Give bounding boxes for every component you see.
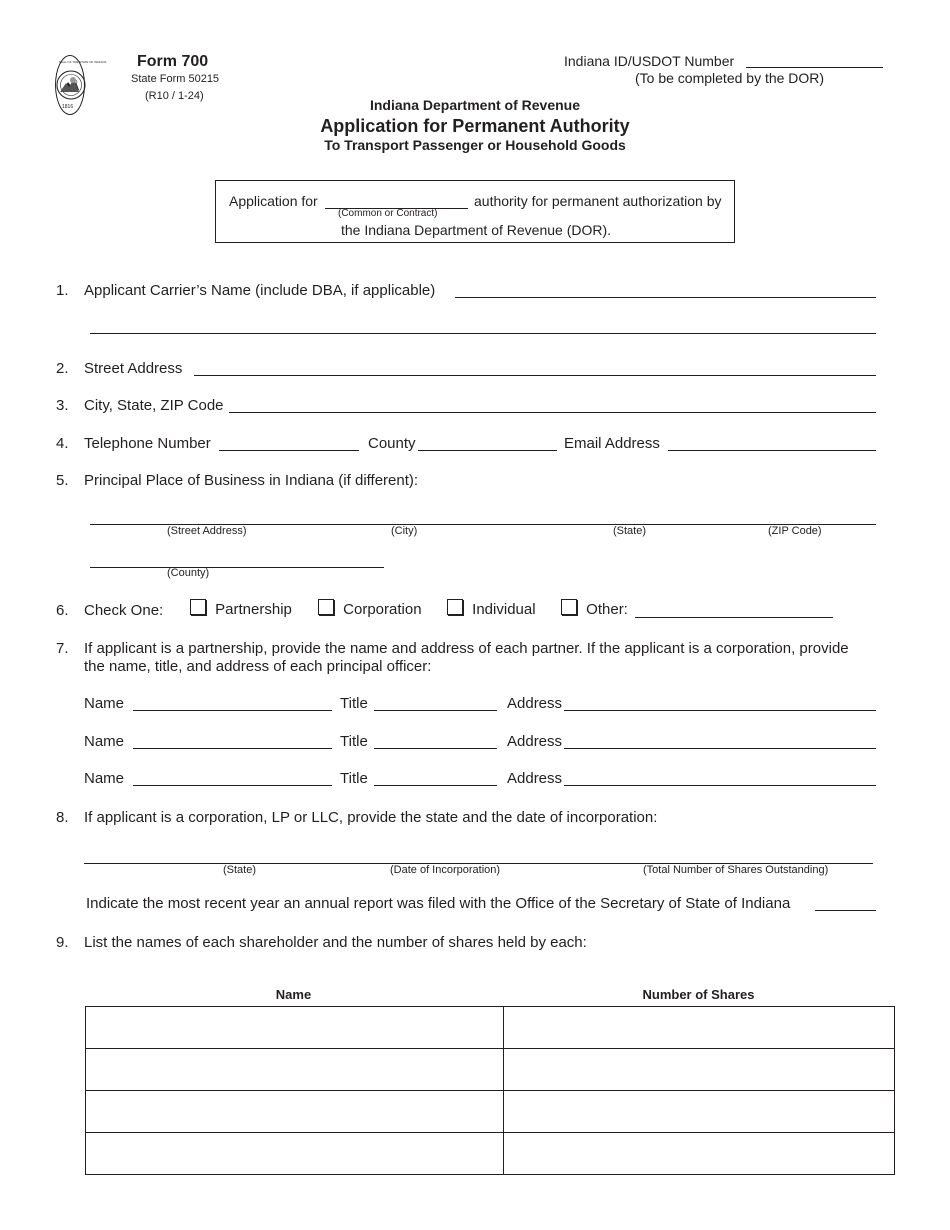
table-row	[86, 1049, 895, 1091]
q2-number: 2.	[56, 360, 69, 377]
shareholder-name-cell[interactable]	[86, 1049, 504, 1091]
q8-label: If applicant is a corporation, LP or LLC, provide the state and the date of incorporation:	[84, 809, 658, 826]
officer-1-title-label: Title	[340, 695, 368, 712]
q6-label: Check One:	[84, 602, 164, 619]
individual-label: Individual	[472, 601, 536, 618]
officer-3-title-label: Title	[340, 770, 368, 787]
shareholder-table	[85, 1006, 895, 1175]
shareholder-name-cell[interactable]	[86, 1007, 504, 1049]
q9-label: List the names of each shareholder and the number of shares held by each:	[84, 934, 587, 951]
annual-report-year-field[interactable]	[815, 910, 876, 911]
option-partnership[interactable]	[190, 599, 292, 618]
authority-prefix: Application for	[229, 193, 318, 209]
q7-line2: the name, title, and address of each principal officer:	[84, 658, 432, 675]
q9-number: 9.	[56, 934, 69, 951]
officer-3-address-field[interactable]	[564, 785, 876, 786]
state-form-number: State Form 50215	[131, 73, 220, 85]
shareholder-shares-cell[interactable]	[504, 1007, 895, 1049]
shareholder-name-cell[interactable]	[86, 1091, 504, 1133]
option-other[interactable]	[561, 599, 628, 618]
caption-street-address: (Street Address)	[167, 525, 247, 537]
id-label: Indiana ID/USDOT Number	[564, 53, 735, 69]
table-row	[86, 1133, 895, 1175]
q5-label: Principal Place of Business in Indiana (if different):	[84, 472, 419, 489]
id-number-field[interactable]	[746, 67, 883, 68]
corporation-label: Corporation	[343, 601, 422, 618]
form-number: Form 700	[137, 53, 209, 70]
caption-incorp-date: (Date of Incorporation)	[390, 864, 501, 876]
page-title: Application for Permanent Authority	[320, 116, 630, 136]
officer-1-name-field[interactable]	[133, 710, 332, 711]
annual-report-label: Indicate the most recent year an annual report was filed with the Office of the Secretary of State of Indiana	[86, 895, 791, 912]
q8-number: 8.	[56, 809, 69, 826]
email-label: Email Address	[564, 435, 660, 452]
officer-1-address-field[interactable]	[564, 710, 876, 711]
officer-2-title-label: Title	[340, 733, 368, 750]
county-label: County	[368, 435, 416, 452]
officer-2-title-field[interactable]	[374, 748, 497, 749]
q1-label: Applicant Carrier’s Name (include DBA, if applicable)	[84, 282, 436, 299]
caption-state: (State)	[613, 525, 647, 537]
seal-year: 1816	[62, 104, 74, 110]
telephone-field[interactable]	[219, 450, 359, 451]
caption-city: (City)	[391, 525, 418, 537]
officer-3-name-label: Name	[84, 770, 125, 787]
city-state-zip-field[interactable]	[229, 412, 876, 413]
officer-3-address-label: Address	[507, 770, 563, 787]
q7-number: 7.	[56, 640, 69, 657]
officer-2-name-field[interactable]	[133, 748, 332, 749]
q3-label: City, State, ZIP Code	[84, 397, 224, 414]
q5-number: 5.	[56, 472, 69, 489]
corporation-checkbox[interactable]	[318, 599, 334, 615]
street-address-field[interactable]	[194, 375, 876, 376]
q1-number: 1.	[56, 282, 69, 299]
seal-text: SEAL OF THE STATE OF INDIANA	[59, 60, 107, 64]
shareholder-shares-cell[interactable]	[504, 1091, 895, 1133]
officer-2-address-label: Address	[507, 733, 563, 750]
carrier-name-field-2[interactable]	[90, 333, 876, 334]
page-subtitle: To Transport Passenger or Household Goods	[324, 137, 626, 153]
authority-line2: the Indiana Department of Revenue (DOR).	[341, 222, 612, 238]
caption-county: (County)	[167, 567, 210, 579]
q2-label: Street Address	[84, 360, 183, 377]
table-row	[86, 1091, 895, 1133]
officer-1-name-label: Name	[84, 695, 125, 712]
col-header-shares: Number of Shares	[642, 987, 755, 1002]
other-field[interactable]	[635, 617, 833, 618]
officer-3-name-field[interactable]	[133, 785, 332, 786]
authority-caption: (Common or Contract)	[338, 208, 438, 219]
shareholder-shares-cell[interactable]	[504, 1049, 895, 1091]
table-row	[86, 1007, 895, 1049]
partnership-label: Partnership	[215, 601, 292, 618]
id-note: (To be completed by the DOR)	[635, 70, 825, 86]
col-header-name: Name	[275, 987, 312, 1002]
caption-zip-code: (ZIP Code)	[768, 525, 822, 537]
shareholder-name-cell[interactable]	[86, 1133, 504, 1175]
q3-number: 3.	[56, 397, 69, 414]
officer-3-title-field[interactable]	[374, 785, 497, 786]
q7-line1: If applicant is a partnership, provide the name and address of each partner. If the applicant is a corporation, provide	[84, 640, 849, 657]
other-checkbox[interactable]	[561, 599, 577, 615]
authority-box	[215, 180, 735, 243]
department: Indiana Department of Revenue	[369, 97, 581, 113]
option-corporation[interactable]	[318, 599, 422, 618]
officer-1-address-label: Address	[507, 695, 563, 712]
individual-checkbox[interactable]	[447, 599, 463, 615]
option-individual[interactable]	[447, 599, 536, 618]
officer-1-title-field[interactable]	[374, 710, 497, 711]
q4-number: 4.	[56, 435, 69, 452]
carrier-name-field[interactable]	[455, 297, 876, 298]
partnership-checkbox[interactable]	[190, 599, 206, 615]
county-field[interactable]	[418, 450, 557, 451]
officer-2-address-field[interactable]	[564, 748, 876, 749]
officer-2-name-label: Name	[84, 733, 125, 750]
revision: (R10 / 1-24)	[145, 90, 204, 102]
principal-county-field[interactable]	[90, 567, 384, 568]
shareholder-shares-cell[interactable]	[504, 1133, 895, 1175]
email-field[interactable]	[668, 450, 876, 451]
telephone-label: Telephone Number	[84, 435, 211, 452]
authority-suffix: authority for permanent authorization by	[474, 193, 722, 209]
q6-number: 6.	[56, 602, 69, 619]
caption-incorp-state: (State)	[223, 864, 257, 876]
other-label: Other:	[586, 601, 628, 618]
caption-total-shares: (Total Number of Shares Outstanding)	[643, 864, 829, 876]
